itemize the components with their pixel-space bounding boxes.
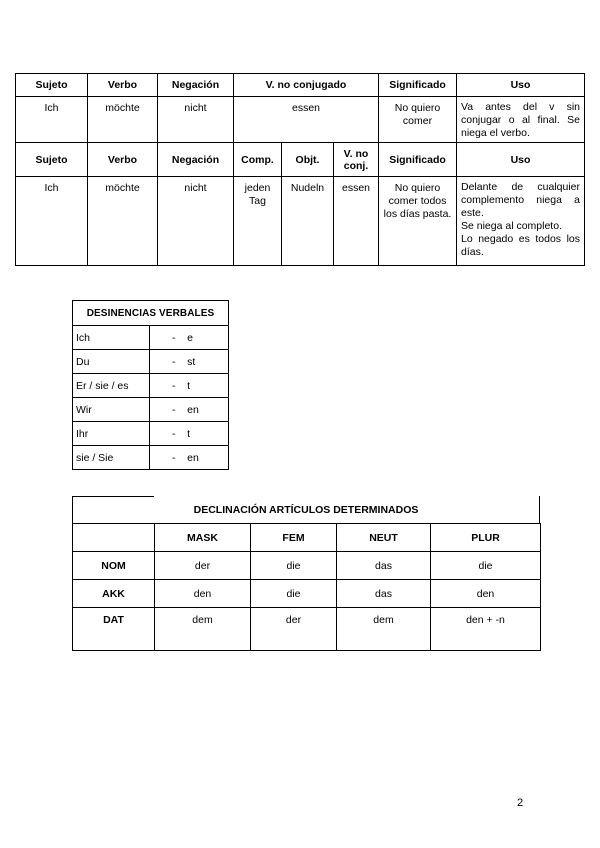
corner-cell xyxy=(73,524,155,552)
cell-significado: No quiero comer xyxy=(379,97,457,143)
table-row xyxy=(73,326,229,350)
header-significado: Significado xyxy=(379,74,457,97)
cell-sujeto: Ich xyxy=(16,97,88,143)
cell-verbo: möchte xyxy=(88,97,158,143)
table-row xyxy=(16,97,585,143)
table-row xyxy=(73,374,229,398)
case-akk: AKK xyxy=(73,580,155,608)
article-cell: den + -n xyxy=(431,608,541,651)
uso-line-2: Se niega al completo. xyxy=(461,220,562,232)
cell-objt: Nudeln xyxy=(282,177,334,266)
header-mask: MASK xyxy=(155,524,251,552)
article-cell: der xyxy=(155,552,251,580)
article-cell: die xyxy=(251,552,337,580)
cell-negacion: nicht xyxy=(158,177,234,266)
article-cell: dem xyxy=(155,608,251,651)
declension-title: DECLINACIÓN ARTÍCULOS DETERMINADOS xyxy=(193,503,419,516)
article-cell: die xyxy=(251,580,337,608)
header-negacion: Negación xyxy=(158,74,234,97)
cell-comp: jeden Tag xyxy=(234,177,282,266)
table-row xyxy=(73,552,541,580)
page-number: 2 xyxy=(517,797,524,809)
pronoun-cell: sie / Sie xyxy=(73,446,150,470)
uso-line-1: Delante de cualquier complemento niega a este. xyxy=(461,181,580,219)
cell-verbo: möchte xyxy=(88,177,158,266)
pronoun-cell: Wir xyxy=(73,398,150,422)
table-row xyxy=(73,422,229,446)
ending-cell: - t xyxy=(150,374,229,398)
cell-uso xyxy=(457,177,585,266)
article-cell: das xyxy=(337,552,431,580)
header-significado: Significado xyxy=(379,143,457,177)
cell-v-no-conj: essen xyxy=(334,177,379,266)
table-row xyxy=(73,608,541,651)
header-sujeto: Sujeto xyxy=(16,74,88,97)
header-verbo: Verbo xyxy=(88,143,158,177)
header-objt: Objt. xyxy=(282,143,334,177)
pronoun-cell: Ich xyxy=(73,326,150,350)
ending-cell: - e xyxy=(150,326,229,350)
declension-table xyxy=(72,523,541,651)
table-row xyxy=(16,177,585,266)
header-negacion: Negación xyxy=(158,143,234,177)
cell-uso: Va antes del v sin conjugar o al final. Se niega el verbo. xyxy=(457,97,585,143)
verb-endings-table xyxy=(72,300,229,470)
cell-sujeto: Ich xyxy=(16,177,88,266)
table-row xyxy=(73,580,541,608)
article-cell: das xyxy=(337,580,431,608)
article-cell: dem xyxy=(337,608,431,651)
header-verbo: Verbo xyxy=(88,74,158,97)
pronoun-cell: Er / sie / es xyxy=(73,374,150,398)
case-nom: NOM xyxy=(73,552,155,580)
header-comp: Comp. xyxy=(234,143,282,177)
header-v-no-conjugado: V. no conjugado xyxy=(234,74,379,97)
article-cell: den xyxy=(431,580,541,608)
table-row xyxy=(73,446,229,470)
negation-grammar-table xyxy=(15,73,585,266)
case-dat: DAT xyxy=(73,608,155,651)
article-cell: der xyxy=(251,608,337,651)
ending-cell: - st xyxy=(150,350,229,374)
header-fem: FEM xyxy=(251,524,337,552)
ending-cell: - t xyxy=(150,422,229,446)
table-row xyxy=(73,398,229,422)
header-uso: Uso xyxy=(457,143,585,177)
header-sujeto: Sujeto xyxy=(16,143,88,177)
ending-cell: - en xyxy=(150,446,229,470)
header-v-no-conj: V. no conj. xyxy=(334,143,379,177)
cell-v-no-conjugado: essen xyxy=(234,97,379,143)
uso-line-3: Lo negado es todos los días. xyxy=(461,233,580,258)
ending-cell: - en xyxy=(150,398,229,422)
verb-endings-title: DESINENCIAS VERBALES xyxy=(73,301,229,326)
header-plur: PLUR xyxy=(431,524,541,552)
header-neut: NEUT xyxy=(337,524,431,552)
pronoun-cell: Ihr xyxy=(73,422,150,446)
article-cell: die xyxy=(431,552,541,580)
article-cell: den xyxy=(155,580,251,608)
table-row xyxy=(73,350,229,374)
cell-significado: No quiero comer todos los días pasta. xyxy=(379,177,457,266)
header-uso: Uso xyxy=(457,74,585,97)
pronoun-cell: Du xyxy=(73,350,150,374)
cell-negacion: nicht xyxy=(158,97,234,143)
